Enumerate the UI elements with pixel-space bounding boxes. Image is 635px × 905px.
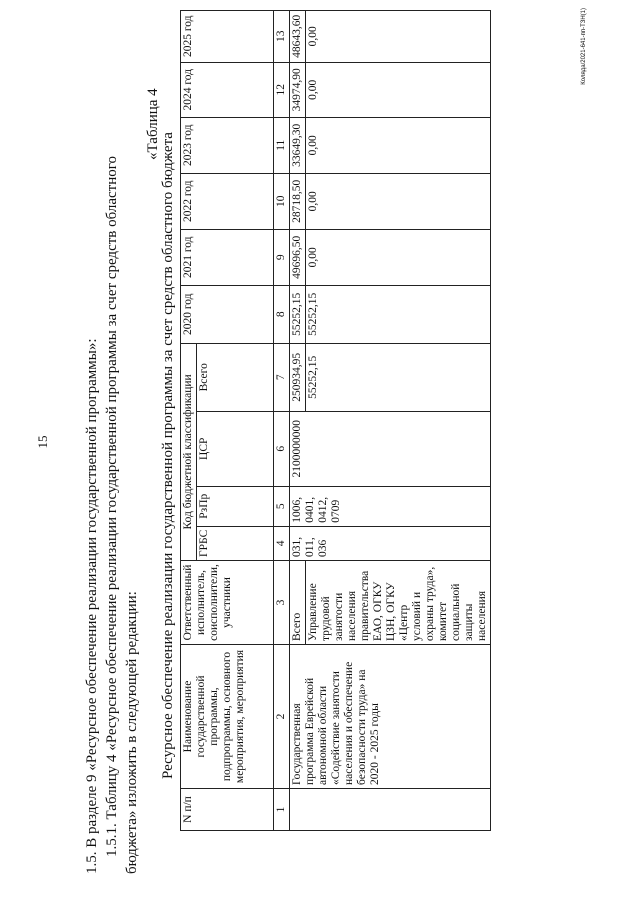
responsible-total-cell: Всего [290,561,306,645]
y2025-cell: 48643,60 [290,10,306,62]
table-row-total [290,10,306,830]
header-2024: 2024 год [181,62,274,117]
y2023-cell: 33649,30 [290,117,306,173]
y2025-cell: 0,00 [306,10,491,62]
header-grbs: ГРБС [197,526,274,560]
csr-cell: 2100000000 [290,411,491,486]
col-number: 7 [274,343,290,411]
col-number: 6 [274,411,290,486]
y2024-cell: 34974,90 [290,62,306,117]
col-number: 5 [274,486,290,526]
header-2025: 2025 год [181,10,274,62]
y2024-cell: 0,00 [306,62,491,117]
col-number: 3 [274,561,290,645]
column-number-row [274,10,290,830]
intro-line-2: 1.5.1. Таблицу 4 «Ресурсное обеспечение реализации государственной программы за счет средств областного [104,155,120,857]
y2020-cell: 55252,15 [290,285,306,343]
y2021-cell: 49696,50 [290,229,306,285]
y2023-cell: 0,00 [306,117,491,173]
header-num: N п/п [181,789,274,831]
header-budget-code: Код бюджетной классификации [181,343,197,560]
row-num-cell [290,789,491,831]
program-name-cell: Государственная программа Еврейской автономной области «Содействие занятости населения и обеспечение безопасности труда» на 2020 - 2025 годы [290,645,491,789]
header-row-1 [181,10,197,830]
grbs-cell: 031, 011, 036 [290,526,491,560]
header-2023: 2023 год [181,117,274,173]
responsible-management-cell: Управление трудовой занятости населения правительства ЕАО, ОГКУ ЦЗН, ОГКУ «Центр условий и охраны труда», комитет социальной защиты населения [306,561,491,645]
header-2021: 2021 год [181,229,274,285]
col-number: 10 [274,173,290,229]
col-number: 9 [274,229,290,285]
col-number: 2 [274,645,290,789]
resource-table [180,10,491,831]
header-csr: ЦСР [197,411,274,486]
y2020-cell: 55252,15 [306,285,491,343]
header-2020: 2020 год [181,285,274,343]
header-2022: 2022 год [181,173,274,229]
footer-reference: Коляда/2021-641-пп-ТЗН(1) [581,8,587,85]
col-number: 13 [274,10,290,62]
header-responsible: Ответственный исполнитель, соисполнители, участники [181,561,274,645]
y2021-cell: 0,00 [306,229,491,285]
total-cell: 55252,15 [306,343,491,411]
col-number: 1 [274,789,290,831]
intro-line-1: 1.5. В разделе 9 «Ресурсное обеспечение реализации государственной программы»: [84,338,100,874]
page-number: 15 [35,435,50,449]
header-rzpr: РзПр [197,486,274,526]
col-number: 12 [274,62,290,117]
header-name: Наименование государственной программы, подпрограммы, основного мероприятия, мероприятия [181,645,274,789]
col-number: 8 [274,285,290,343]
intro-line-3: бюджета» изложить в следующей редакции: [124,591,140,874]
header-total: Всего [197,343,274,411]
total-cell: 250934,95 [290,343,306,411]
y2022-cell: 28718,50 [290,173,306,229]
col-number: 11 [274,117,290,173]
y2022-cell: 0,00 [306,173,491,229]
table-label: «Таблица 4 [145,88,161,160]
col-number: 4 [274,526,290,560]
rzpr-cell: 1006, 0401, 0412, 0709 [290,486,491,526]
table-title: Ресурсное обеспечение реализации государственной программы за счет средств областного бюджета [160,132,176,779]
